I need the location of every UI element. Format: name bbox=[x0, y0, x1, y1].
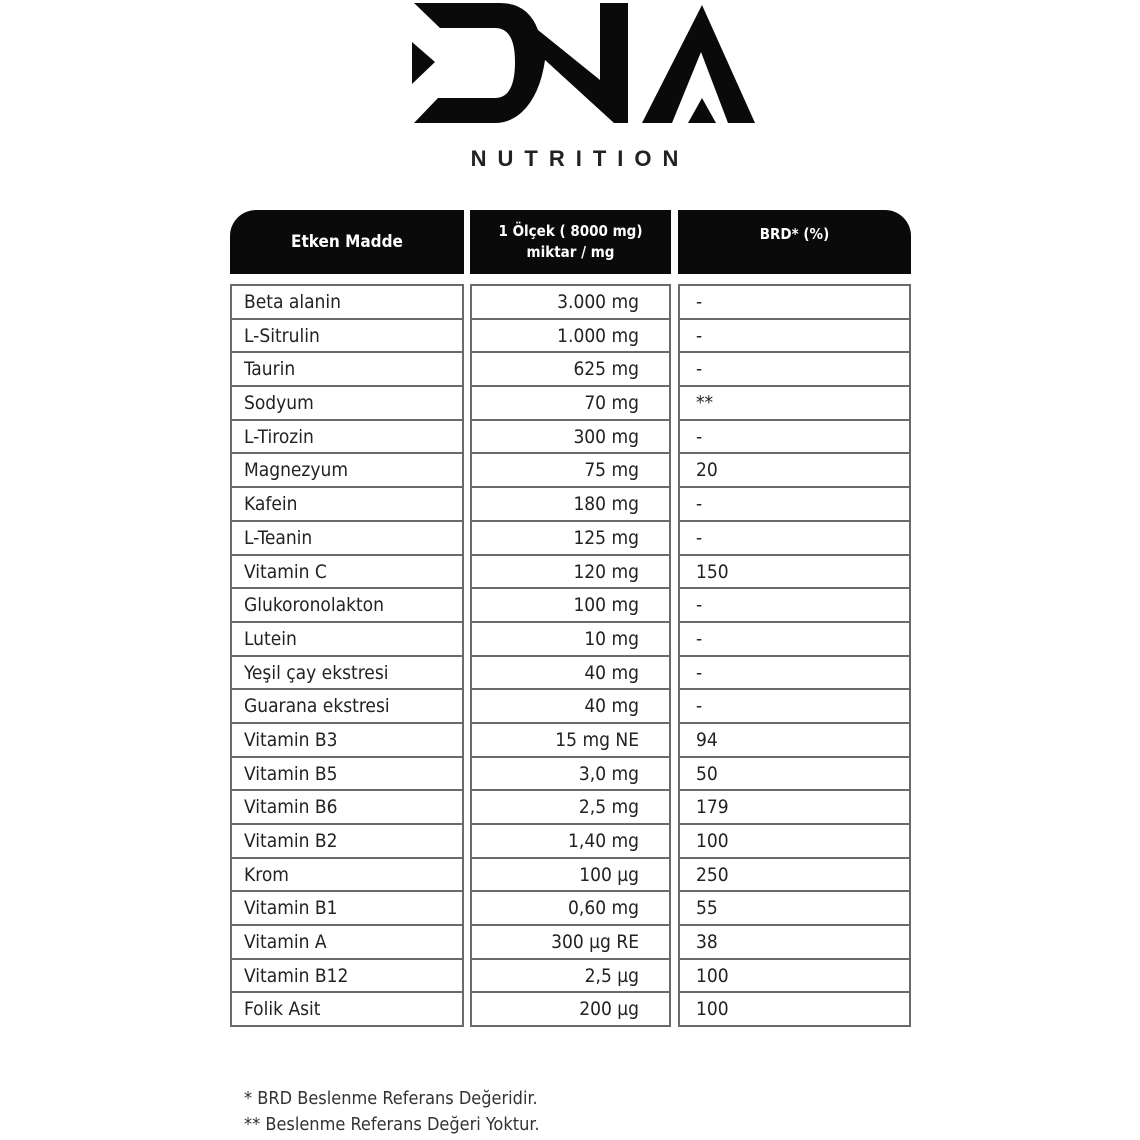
ingredient-cell: Sodyum bbox=[230, 385, 464, 421]
brd-cell: - bbox=[678, 318, 911, 354]
ingredient-cell: Beta alanin bbox=[230, 284, 464, 320]
amount-cell: 0,60 mg bbox=[470, 890, 671, 926]
amount-cell: 125 mg bbox=[470, 520, 671, 556]
amount-cell: 3.000 mg bbox=[470, 284, 671, 320]
ingredient-cell: Vitamin B12 bbox=[230, 958, 464, 994]
amount-cell: 100 mg bbox=[470, 587, 671, 623]
brd-cell: 100 bbox=[678, 958, 911, 994]
amount-cell: 40 mg bbox=[470, 655, 671, 691]
header-brd: BRD* (%) bbox=[678, 210, 911, 274]
amount-cell: 2,5 µg bbox=[470, 958, 671, 994]
ingredient-cell: Vitamin B1 bbox=[230, 890, 464, 926]
amount-cell: 100 µg bbox=[470, 857, 671, 893]
footnote-no-brd: ** Beslenme Referans Değeri Yoktur. bbox=[244, 1114, 540, 1135]
brd-cell: - bbox=[678, 621, 911, 657]
amount-cell: 15 mg NE bbox=[470, 722, 671, 758]
brd-cell: 179 bbox=[678, 789, 911, 825]
brd-cell: - bbox=[678, 351, 911, 387]
amount-cell: 300 mg bbox=[470, 419, 671, 455]
ingredient-cell: Glukoronolakton bbox=[230, 587, 464, 623]
ingredient-cell: Lutein bbox=[230, 621, 464, 657]
amount-cell: 75 mg bbox=[470, 452, 671, 488]
amount-column bbox=[470, 286, 671, 1027]
brd-cell: 100 bbox=[678, 823, 911, 859]
dna-logo bbox=[410, 0, 755, 128]
ingredient-cell: L-Tirozin bbox=[230, 419, 464, 455]
ingredient-cell: Krom bbox=[230, 857, 464, 893]
brd-cell: 100 bbox=[678, 991, 911, 1027]
brand-subtitle: NUTRITION bbox=[470, 146, 690, 171]
amount-cell: 70 mg bbox=[470, 385, 671, 421]
brd-cell: ** bbox=[678, 385, 911, 421]
amount-cell: 1.000 mg bbox=[470, 318, 671, 354]
ingredient-cell: Guarana ekstresi bbox=[230, 688, 464, 724]
ingredient-cell: L-Teanin bbox=[230, 520, 464, 556]
ingredient-cell: Vitamin A bbox=[230, 924, 464, 960]
amount-cell: 625 mg bbox=[470, 351, 671, 387]
brd-cell: - bbox=[678, 486, 911, 522]
amount-cell: 300 µg RE bbox=[470, 924, 671, 960]
ingredient-cell: Yeşil çay ekstresi bbox=[230, 655, 464, 691]
amount-cell: 2,5 mg bbox=[470, 789, 671, 825]
brd-cell: 250 bbox=[678, 857, 911, 893]
amount-cell: 120 mg bbox=[470, 554, 671, 590]
brd-cell: 150 bbox=[678, 554, 911, 590]
amount-cell: 40 mg bbox=[470, 688, 671, 724]
brd-cell: 38 bbox=[678, 924, 911, 960]
footnote-brd: * BRD Beslenme Referans Değeridir. bbox=[244, 1088, 538, 1109]
brd-cell: - bbox=[678, 587, 911, 623]
brd-cell: - bbox=[678, 284, 911, 320]
brd-cell: - bbox=[678, 655, 911, 691]
ingredient-column bbox=[230, 286, 464, 1027]
brd-cell: - bbox=[678, 419, 911, 455]
amount-cell: 200 µg bbox=[470, 991, 671, 1027]
header-amount bbox=[470, 210, 671, 274]
brd-cell: 50 bbox=[678, 756, 911, 792]
ingredient-cell: Taurin bbox=[230, 351, 464, 387]
ingredient-cell: Vitamin B5 bbox=[230, 756, 464, 792]
header-amount-line2: miktar / mg bbox=[526, 243, 615, 261]
amount-cell: 3,0 mg bbox=[470, 756, 671, 792]
ingredient-cell: Folik Asit bbox=[230, 991, 464, 1027]
brd-cell: - bbox=[678, 520, 911, 556]
header-ingredient: Etken Madde bbox=[230, 210, 464, 274]
amount-cell: 180 mg bbox=[470, 486, 671, 522]
amount-cell: 10 mg bbox=[470, 621, 671, 657]
brd-cell: 20 bbox=[678, 452, 911, 488]
ingredient-cell: Kafein bbox=[230, 486, 464, 522]
brd-cell: 94 bbox=[678, 722, 911, 758]
header-amount-line1: 1 Ölçek ( 8000 mg) bbox=[498, 222, 643, 240]
brd-column bbox=[678, 286, 911, 1027]
brd-cell: 55 bbox=[678, 890, 911, 926]
brd-cell: - bbox=[678, 688, 911, 724]
ingredient-cell: Magnezyum bbox=[230, 452, 464, 488]
ingredient-cell: Vitamin B3 bbox=[230, 722, 464, 758]
ingredient-cell: Vitamin B6 bbox=[230, 789, 464, 825]
ingredient-cell: L-Sitrulin bbox=[230, 318, 464, 354]
ingredient-cell: Vitamin B2 bbox=[230, 823, 464, 859]
amount-cell: 1,40 mg bbox=[470, 823, 671, 859]
ingredient-cell: Vitamin C bbox=[230, 554, 464, 590]
